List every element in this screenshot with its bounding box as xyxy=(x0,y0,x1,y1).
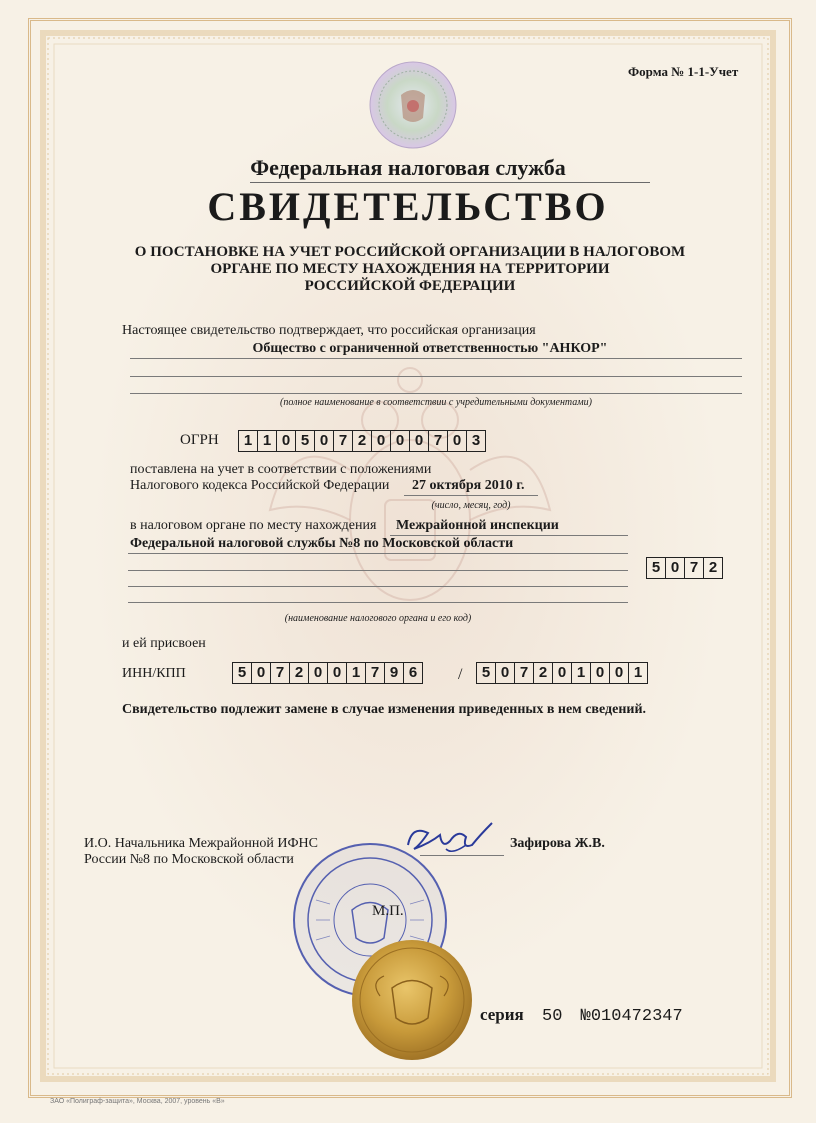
seal-place-label: М.П. xyxy=(372,903,404,919)
signatory-line-1: И.О. Начальника Межрайонной ИФНС xyxy=(84,836,318,851)
inn-digit: 9 xyxy=(385,662,404,684)
inn-digit: 0 xyxy=(309,662,328,684)
inn-kpp-label: ИНН/КПП xyxy=(122,666,186,681)
kpp-digit: 0 xyxy=(610,662,629,684)
inn-digit: 5 xyxy=(232,662,252,684)
registered-line-2: Налогового кодекса Российской Федерации xyxy=(130,478,390,493)
kpp-digit: 0 xyxy=(553,662,572,684)
authority-line-2: Федеральной налоговой службы №8 по Московской области xyxy=(130,536,514,551)
authority-code-digit: 7 xyxy=(685,557,704,579)
org-line xyxy=(130,358,742,359)
series-label: серия xyxy=(480,1005,524,1024)
authority-line xyxy=(128,586,628,587)
authority-code-digit: 2 xyxy=(704,557,723,579)
org-line xyxy=(130,393,742,394)
authority-line xyxy=(128,553,628,554)
signatory-name: Зафирова Ж.В. xyxy=(510,836,605,851)
organization-name: Общество с ограниченной ответственностью "АНКОР" xyxy=(252,341,608,356)
ogrn-digit: 0 xyxy=(391,430,410,452)
ogrn-digit: 0 xyxy=(372,430,391,452)
registration-date: 27 октября 2010 г. xyxy=(412,478,525,493)
ogrn-digit: 0 xyxy=(448,430,467,452)
inn-digit: 2 xyxy=(290,662,309,684)
org-caption: (полное наименование в соответствии с учредительными документами) xyxy=(280,397,592,408)
intro-text: Настоящее свидетельство подтверждает, что российская организация xyxy=(122,323,536,338)
subtitle-line: О ПОСТАНОВКЕ НА УЧЕТ РОССИЙСКОЙ ОРГАНИЗАЦИИ В НАЛОГОВОМ xyxy=(134,244,686,260)
kpp-digit: 1 xyxy=(572,662,591,684)
org-line xyxy=(130,376,742,377)
authority-label: в налоговом органе по месту нахождения xyxy=(130,518,377,533)
replacement-note: Свидетельство подлежит замене в случае изменения приведенных в нем сведений. xyxy=(122,702,647,717)
ogrn-digit: 0 xyxy=(315,430,334,452)
date-caption: (число, месяц, год) xyxy=(431,500,511,511)
series-block xyxy=(480,1005,683,1026)
subtitle-line: ОРГАНЕ ПО МЕСТУ НАХОЖДЕНИЯ НА ТЕРРИТОРИИ xyxy=(210,261,610,277)
document-subtitle xyxy=(120,244,700,295)
series-value: 50 xyxy=(542,1007,563,1026)
kpp-digit: 5 xyxy=(476,662,496,684)
ogrn-digit: 1 xyxy=(258,430,277,452)
registered-line-1: поставлена на учет в соответствии с положениями xyxy=(130,462,432,477)
ogrn-digit: 2 xyxy=(353,430,372,452)
ogrn-label: ОГРН xyxy=(180,432,219,448)
form-number: Форма № 1-1-Учет xyxy=(628,64,739,79)
ogrn-digit: 0 xyxy=(410,430,429,452)
date-line xyxy=(404,495,538,496)
document-title: СВИДЕТЕЛЬСТВО xyxy=(207,184,609,229)
kpp-digit: 7 xyxy=(515,662,534,684)
ogrn-digit: 0 xyxy=(277,430,296,452)
ogrn-digit: 7 xyxy=(334,430,353,452)
kpp-digit: 1 xyxy=(629,662,648,684)
authority-caption: (наименование налогового органа и его код) xyxy=(284,613,472,624)
ogrn-boxes xyxy=(238,430,486,452)
kpp-digit: 0 xyxy=(496,662,515,684)
inn-boxes xyxy=(232,662,423,684)
inn-kpp-separator: / xyxy=(458,666,463,683)
authority-code-digit: 0 xyxy=(666,557,685,579)
inn-digit: 7 xyxy=(271,662,290,684)
kpp-boxes xyxy=(476,662,648,684)
authority-line xyxy=(128,602,628,603)
gold-seal-icon xyxy=(350,938,475,1063)
ogrn-digit: 3 xyxy=(467,430,486,452)
inn-digit: 0 xyxy=(252,662,271,684)
inn-digit: 0 xyxy=(328,662,347,684)
authority-line xyxy=(128,570,628,571)
authority-code-boxes xyxy=(646,557,723,579)
assigned-label: и ей присвоен xyxy=(122,636,206,651)
printer-footer: ЗАО «Полиграф-защита», Москва, 2007, уровень «В» xyxy=(50,1098,225,1105)
inn-digit: 7 xyxy=(366,662,385,684)
kpp-digit: 2 xyxy=(534,662,553,684)
signatory-line-2: России №8 по Московской области xyxy=(84,852,294,867)
authority-line-1: Межрайонной инспекции xyxy=(396,518,559,533)
agency-name: Федеральная налоговая служба xyxy=(250,155,566,180)
subtitle-line: РОССИЙСКОЙ ФЕДЕРАЦИИ xyxy=(304,278,516,294)
ogrn-digit: 5 xyxy=(296,430,315,452)
authority-code-digit: 5 xyxy=(646,557,666,579)
hologram-emblem-icon xyxy=(368,60,458,150)
ogrn-digit: 7 xyxy=(429,430,448,452)
inn-digit: 6 xyxy=(404,662,423,684)
kpp-digit: 0 xyxy=(591,662,610,684)
inn-digit: 1 xyxy=(347,662,366,684)
ogrn-digit: 1 xyxy=(238,430,258,452)
serial-number: №010472347 xyxy=(580,1007,683,1026)
